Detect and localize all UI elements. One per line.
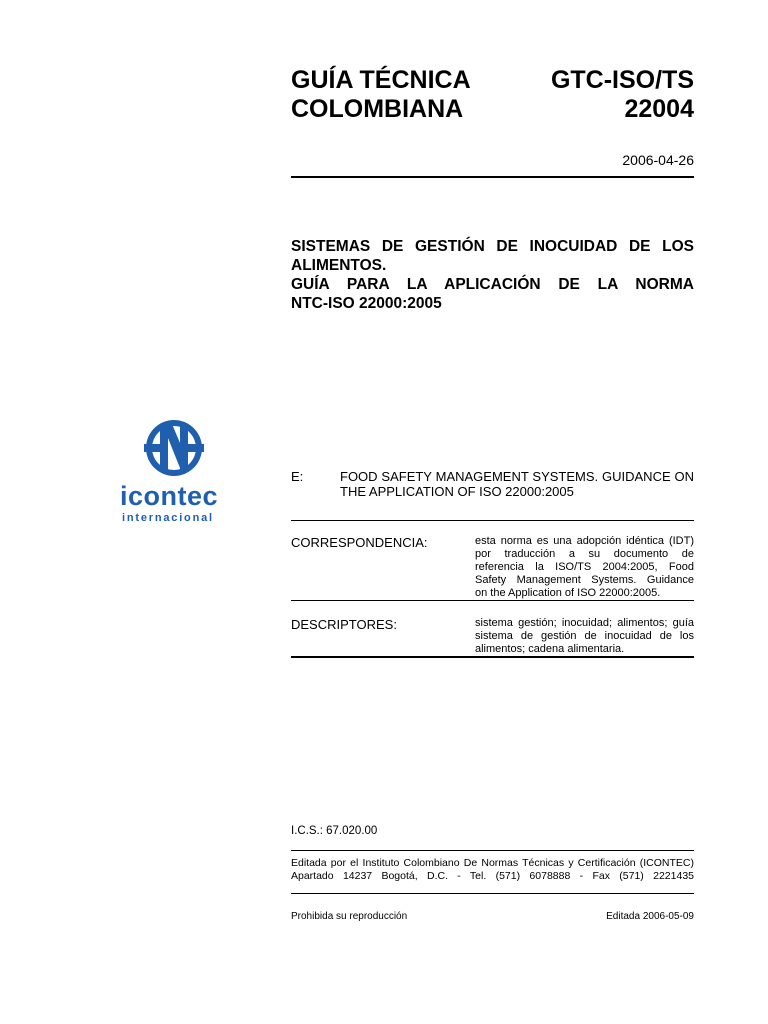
main-title <box>291 237 694 313</box>
correspondencia-line-5: on the Application of ISO 22000:2005. <box>475 587 661 599</box>
title-left-line-1: GUÍA TÉCNICA <box>291 66 471 94</box>
descriptores-line-3: alimentos; cadena alimentaria. <box>475 643 625 655</box>
publisher-info <box>291 857 694 883</box>
footer-divider <box>291 893 694 894</box>
english-line-2: THE APPLICATION OF ISO 22000:2005 <box>340 484 574 499</box>
main-title-line-1: SISTEMAS DE GESTIÓN DE INOCUIDAD DE LOS <box>291 238 694 255</box>
document-type-title <box>291 66 471 124</box>
main-title-line-2: ALIMENTOS. <box>291 257 387 274</box>
descriptores-value <box>475 617 694 656</box>
header-divider <box>291 176 694 178</box>
english-label: E: <box>291 469 304 484</box>
correspondencia-line-4: Safety Management Systems. Guidance <box>475 574 694 586</box>
correspondencia-line-3: referencia la ISO/TS 2004:2005, Food <box>475 561 694 573</box>
document-code-title <box>551 66 694 124</box>
ics-code: I.C.S.: 67.020.00 <box>291 825 378 837</box>
copyright-notice: Prohibida su reproducción <box>291 911 408 922</box>
logo-wordmark: icontec <box>120 481 219 511</box>
ics-divider <box>291 850 694 851</box>
correspondencia-line-2: por traducción a su documento de <box>475 548 694 560</box>
title-right-line-1: GTC-ISO/TS <box>550 66 694 94</box>
title-left-line-2: COLOMBIANA <box>291 95 464 123</box>
title-right-line-2: 22004 <box>624 95 694 123</box>
correspondencia-line-1: esta norma es una adopción idéntica (IDT) <box>475 535 694 547</box>
section-divider-3 <box>291 656 694 658</box>
english-line-1: FOOD SAFETY MANAGEMENT SYSTEMS. GUIDANCE ON <box>340 469 694 484</box>
logo-subtitle: internacional <box>122 512 214 524</box>
publisher-line-2: Apartado 14237 Bogotá, D.C. - Tel. (571) 6078888 - Fax (571) 2221435 <box>291 870 694 882</box>
edition-date: Editada 2006-05-09 <box>606 911 694 922</box>
main-title-line-3: GUÍA PARA LA APLICACIÓN DE LA NORMA <box>291 276 694 293</box>
correspondencia-value <box>475 535 694 600</box>
correspondencia-label: CORRESPONDENCIA: <box>291 535 428 550</box>
english-title <box>340 469 694 499</box>
section-divider-2 <box>291 600 694 601</box>
main-title-line-4: NTC-ISO 22000:2005 <box>291 295 442 312</box>
issue-date: 2006-04-26 <box>622 152 694 168</box>
icontec-logo <box>120 418 220 533</box>
publisher-line-1: Editada por el Instituto Colombiano De Normas Técnicas y Certificación (ICONTEC) <box>291 857 694 869</box>
descriptores-label: DESCRIPTORES: <box>291 617 397 632</box>
section-divider-1 <box>291 520 694 521</box>
descriptores-line-1: sistema gestión; inocuidad; alimentos; guía <box>475 617 694 629</box>
descriptores-line-2: sistema de gestión de inocuidad de los <box>475 630 694 642</box>
